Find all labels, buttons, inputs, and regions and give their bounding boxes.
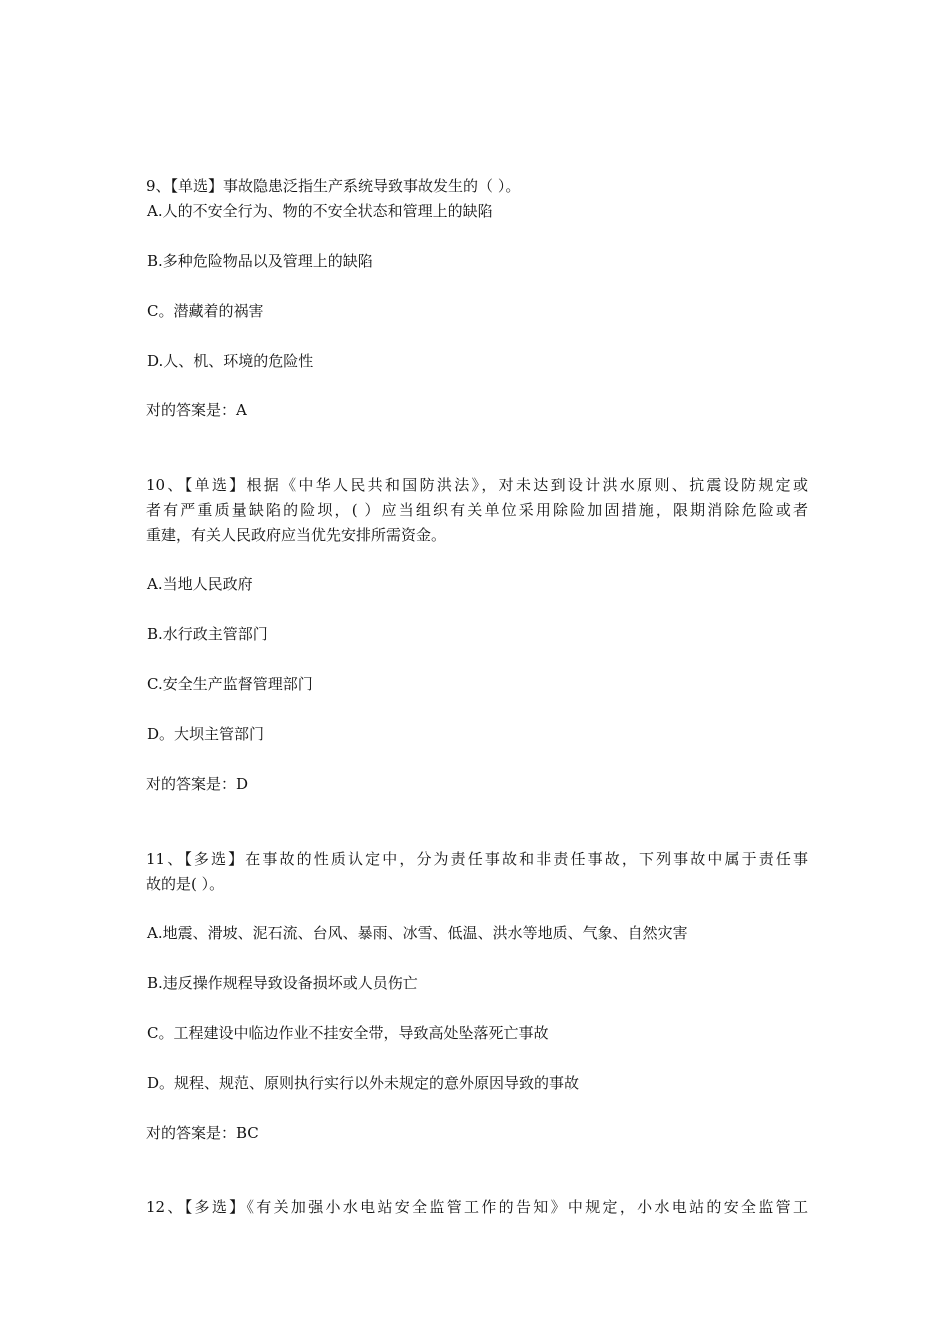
question-11-option-b: B.违反操作规程导致设备损坏或人员伤亡 <box>147 974 418 992</box>
question-9-option-a: A.人的不安全行为、物的不安全状态和管理上的缺陷 <box>147 202 493 220</box>
question-11-option-c: C。工程建设中临边作业不挂安全带，导致高处坠落死亡事故 <box>147 1024 549 1042</box>
question-9-option-b: B.多种危险物品以及管理上的缺陷 <box>147 252 373 270</box>
question-9-stem: 9、【单选】事故隐患泛指生产系统导致事故发生的（ ）。 <box>146 177 521 195</box>
question-9-option-c: C。潜藏着的祸害 <box>147 302 264 320</box>
question-10-option-b: B.水行政主管部门 <box>147 625 268 643</box>
question-10-option-c: C.安全生产监督管理部门 <box>147 675 313 693</box>
question-9-option-d: D.人、机、环境的危险性 <box>147 352 314 370</box>
question-10-option-a: A.当地人民政府 <box>147 575 253 593</box>
question-11-option-d: D。规程、规范、原则执行实行以外未规定的意外原因导致的事故 <box>147 1074 580 1092</box>
question-11-stem-line-1: 11、【多选】在事故的性质认定中，分为责任事故和非责任事故，下列事故中属于责任事 <box>146 850 808 868</box>
question-11-stem-line-2: 故的是( ）。 <box>146 875 225 893</box>
question-11-option-a: A.地震、滑坡、泥石流、台风、暴雨、冰雪、低温、洪水等地质、气象、自然灾害 <box>147 924 688 942</box>
question-10-option-d: D。大坝主管部门 <box>147 725 265 743</box>
question-10-answer: 对的答案是：D <box>146 775 249 793</box>
question-10-stem-line-2: 者有严重质量缺陷的险坝，( ）应当组织有关单位采用除险加固措施，限期消除危险或者 <box>146 501 808 519</box>
question-12-stem-line-1: 12、【多选】《有关加强小水电站安全监管工作的告知》中规定，小水电站的安全监管工 <box>146 1198 808 1216</box>
question-10-stem-line-1: 10、【单选】根据《中华人民共和国防洪法》，对未达到设计洪水原则、抗震设防规定或 <box>146 476 808 494</box>
question-10-stem-line-3: 重建，有关人民政府应当优先安排所需资金。 <box>146 526 447 544</box>
question-9-answer: 对的答案是：A <box>146 401 247 419</box>
question-11-answer: 对的答案是：BC <box>146 1124 259 1142</box>
